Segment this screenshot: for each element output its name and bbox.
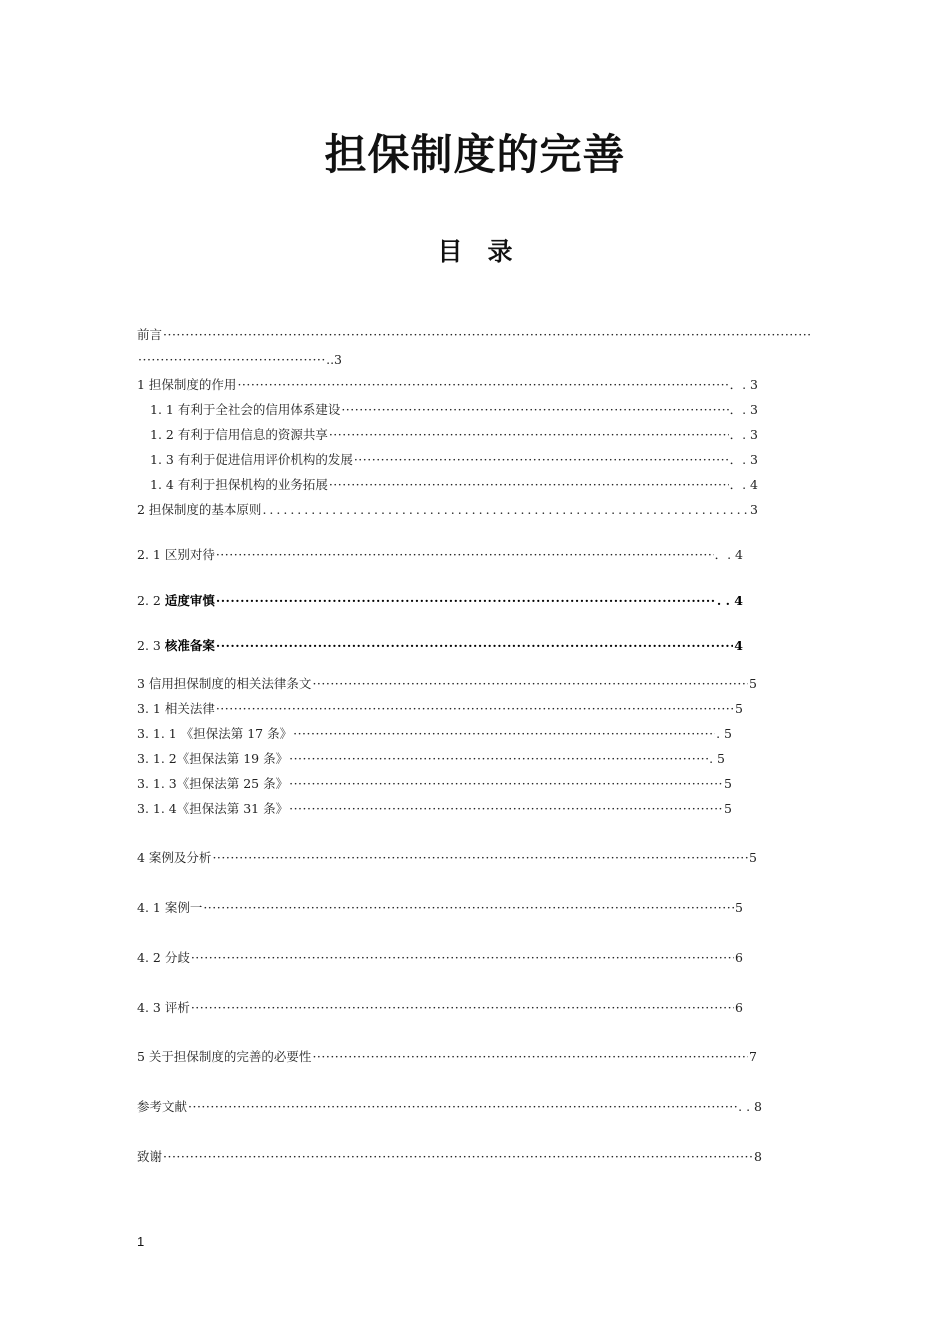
toc-entry-label: 2. 1 区别对待 — [137, 547, 215, 562]
page-number: 1 — [137, 1234, 145, 1249]
toc-page-number: 7 — [749, 1049, 757, 1064]
toc-leader-dots — [354, 451, 729, 469]
toc-entry[interactable] — [137, 675, 757, 693]
toc-entry-label: 3. 1. 4《担保法第 31 条》 — [137, 801, 289, 816]
toc-leader-dots — [329, 426, 729, 444]
toc-leader-dots — [216, 592, 716, 610]
toc-entry-label: 1 担保制度的作用 — [137, 377, 237, 392]
toc-entry-label: 3 信用担保制度的相关法律条文 — [137, 676, 312, 691]
toc-entry[interactable] — [137, 592, 743, 610]
toc-leader-dots — [293, 725, 715, 743]
toc-entry[interactable] — [150, 476, 758, 494]
toc-entry[interactable] — [137, 376, 758, 394]
toc-page-number: 5 — [735, 701, 743, 716]
toc-page-number: 5 — [724, 776, 732, 791]
toc-entry-label — [137, 592, 215, 610]
toc-leader-dots — [216, 546, 714, 564]
toc-page-number: ．. 3 — [729, 427, 758, 442]
toc-entry[interactable] — [150, 451, 758, 469]
toc-entry-label: 前言 — [137, 327, 163, 342]
toc-entry[interactable] — [137, 700, 743, 718]
toc-entry[interactable] — [150, 401, 758, 419]
toc-entry[interactable] — [137, 1098, 762, 1116]
toc-entry-label: 1. 1 有利于全社会的信用体系建设 — [150, 402, 341, 417]
toc-page-number: 6 — [735, 1000, 743, 1015]
toc-entry-label: 4 案例及分析 — [137, 850, 212, 865]
toc-leader-dots — [212, 849, 748, 867]
toc-entry[interactable] — [137, 949, 743, 967]
toc-leader-dots — [216, 637, 733, 655]
toc-page-number: ．. 3 — [729, 452, 758, 467]
toc-page-number: ．. 3 — [729, 402, 758, 417]
toc-page-number: ．. 3 — [729, 377, 758, 392]
toc-page-number: ．. 4 — [714, 547, 743, 562]
toc-leader-dots — [163, 1148, 753, 1166]
toc-leader-dots — [289, 800, 723, 818]
document-title: 担保制度的完善 — [324, 130, 626, 179]
toc-entry-label: 3. 1 相关法律 — [137, 701, 215, 716]
toc-entry-label: 3. 1. 3《担保法第 25 条》 — [137, 776, 289, 791]
toc-leader-dots — [163, 326, 811, 344]
toc-entry[interactable] — [150, 426, 758, 444]
toc-entry-label: 2 担保制度的基本原则 — [137, 502, 262, 517]
toc-entry[interactable] — [137, 999, 743, 1017]
toc-leader-dots — [329, 476, 729, 494]
toc-leader-dots — [203, 899, 734, 917]
toc-entry-preface-cont[interactable] — [137, 351, 342, 369]
toc-entry[interactable] — [137, 750, 725, 768]
toc-entry-bold-title: 适度审慎 — [164, 593, 215, 608]
toc-leader-dots — [289, 750, 708, 768]
toc-leader-dots — [312, 675, 748, 693]
toc-page-number: 6 — [735, 950, 743, 965]
toc-entry[interactable] — [137, 899, 743, 917]
toc-entry[interactable] — [137, 725, 732, 743]
toc-heading: 目 录 — [437, 237, 513, 266]
toc-entry[interactable] — [137, 849, 757, 867]
toc-entry[interactable] — [137, 775, 732, 793]
toc-page-number: 5 — [724, 801, 732, 816]
toc-entry-label — [137, 637, 215, 655]
toc-entry-label: 3. 1. 1 《担保法第 17 条》 — [137, 726, 293, 741]
toc-entry-number: 2. 2 — [137, 593, 165, 608]
toc-entry[interactable] — [137, 1148, 762, 1166]
toc-entry-label: 4. 2 分歧 — [137, 950, 190, 965]
toc-page-number: 5 — [749, 850, 757, 865]
toc-leader-dots — [188, 1098, 737, 1116]
toc-page-number: 5 — [735, 900, 743, 915]
toc-leader-dots — [191, 949, 734, 967]
toc-entry[interactable] — [137, 546, 743, 564]
toc-entry-label: 4. 3 评析 — [137, 1000, 190, 1015]
toc-leader-dots — [237, 376, 728, 394]
toc-leader-dots — [262, 501, 749, 519]
toc-page-number: 5 — [749, 676, 757, 691]
toc-page-number: . 5 — [716, 726, 732, 741]
toc-entry-number: 2. 3 — [137, 638, 165, 653]
toc-entry-label: 1. 3 有利于促进信用评价机构的发展 — [150, 452, 353, 467]
toc-leader-dots — [191, 999, 734, 1017]
toc-entry[interactable] — [137, 800, 732, 818]
toc-page-number: . 5 — [709, 751, 725, 766]
toc-leader-dots — [341, 401, 728, 419]
toc-entry-label: 参考文献 — [137, 1099, 188, 1114]
toc-page-number: . . 4 — [716, 593, 743, 608]
toc-leader-dots — [138, 351, 325, 369]
toc-leader-dots — [312, 1048, 748, 1066]
toc-entry[interactable] — [137, 1048, 757, 1066]
toc-leader-dots — [216, 700, 734, 718]
toc-entry-label: 5 关于担保制度的完善的必要性 — [137, 1049, 312, 1064]
toc-page-number: 4 — [734, 638, 743, 653]
toc-entry-label: 4. 1 案例一 — [137, 900, 203, 915]
toc-entry[interactable] — [137, 501, 758, 519]
toc-entry-preface[interactable] — [137, 326, 812, 344]
toc-entry-bold-title: 核准备案 — [164, 638, 215, 653]
toc-entry-label: 1. 2 有利于信用信息的资源共享 — [150, 427, 328, 442]
toc-entry-label: 3. 1. 2《担保法第 19 条》 — [137, 751, 289, 766]
toc-entry[interactable] — [137, 637, 743, 655]
toc-leader-dots — [289, 775, 723, 793]
toc-page-number: . . 8 — [738, 1099, 762, 1114]
toc-entry-label: 致谢 — [137, 1149, 163, 1164]
toc-page-number: 8 — [754, 1149, 762, 1164]
toc-page-number: ．. 4 — [729, 477, 758, 492]
toc-page-number: 3 — [750, 502, 758, 517]
toc-page-number: ..3 — [326, 352, 342, 367]
toc-entry-label: 1. 4 有利于担保机构的业务拓展 — [150, 477, 328, 492]
